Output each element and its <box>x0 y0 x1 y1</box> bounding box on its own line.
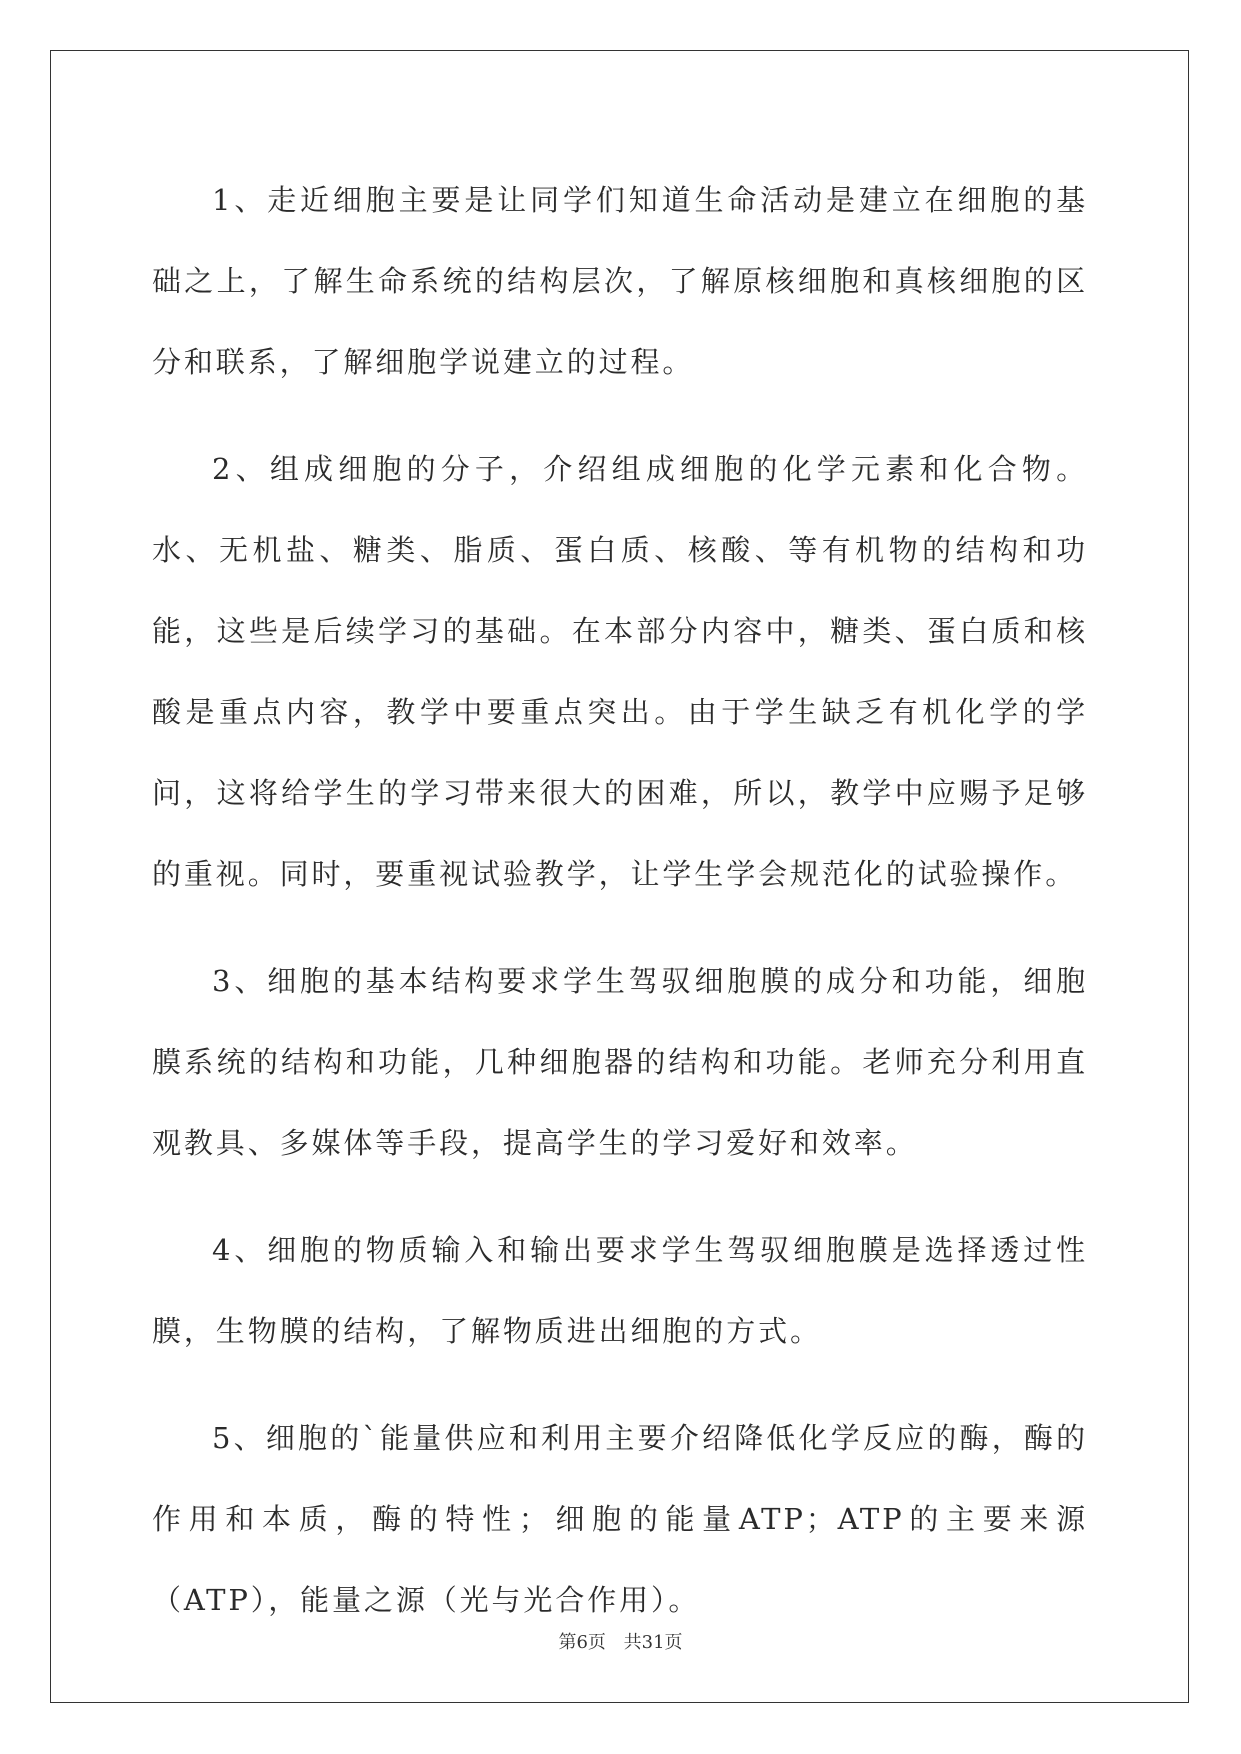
paragraph-3: 3、细胞的基本结构要求学生驾驭细胞膜的成分和功能，细胞膜系统的结构和功能，几种细胞器的结构和功能。老师充分利用直观教具、多媒体等手段，提高学生的学习爱好和效率。 <box>152 964 1088 1160</box>
document-body <box>152 160 1088 1667</box>
paragraph-5: 5、细胞的`能量供应和利用主要介绍降低化学反应的酶，酶的作用和本质，酶的特性；细胞的能量ATP；ATP的主要来源（ATP），能量之源（光与光合作用）。 <box>152 1421 1088 1617</box>
paragraph-4: 4、细胞的物质输入和输出要求学生驾驭细胞膜是选择透过性膜，生物膜的结构，了解物质进出细胞的方式。 <box>152 1233 1088 1348</box>
paragraph-2: 2、组成细胞的分子，介绍组成细胞的化学元素和化合物。水、无机盐、糖类、脂质、蛋白质、核酸、等有机物的结构和功能，这些是后续学习的基础。在本部分内容中，糖类、蛋白质和核酸是重点内容，教学中要重点突出。由于学生缺乏有机化学的学问，这将给学生的学习带来很大的困难，所以，教学中应赐予足够的重视。同时，要重视试验教学，让学生学会规范化的试验操作。 <box>152 452 1088 891</box>
page-total: 共31页 <box>623 1632 683 1653</box>
paragraph-1: 1、走近细胞主要是让同学们知道生命活动是建立在细胞的基础之上，了解生命系统的结构层次，了解原核细胞和真核细胞的区分和联系，了解细胞学说建立的过程。 <box>152 183 1088 379</box>
page-number: 第6页 <box>558 1632 606 1653</box>
page-footer <box>0 1628 1241 1654</box>
